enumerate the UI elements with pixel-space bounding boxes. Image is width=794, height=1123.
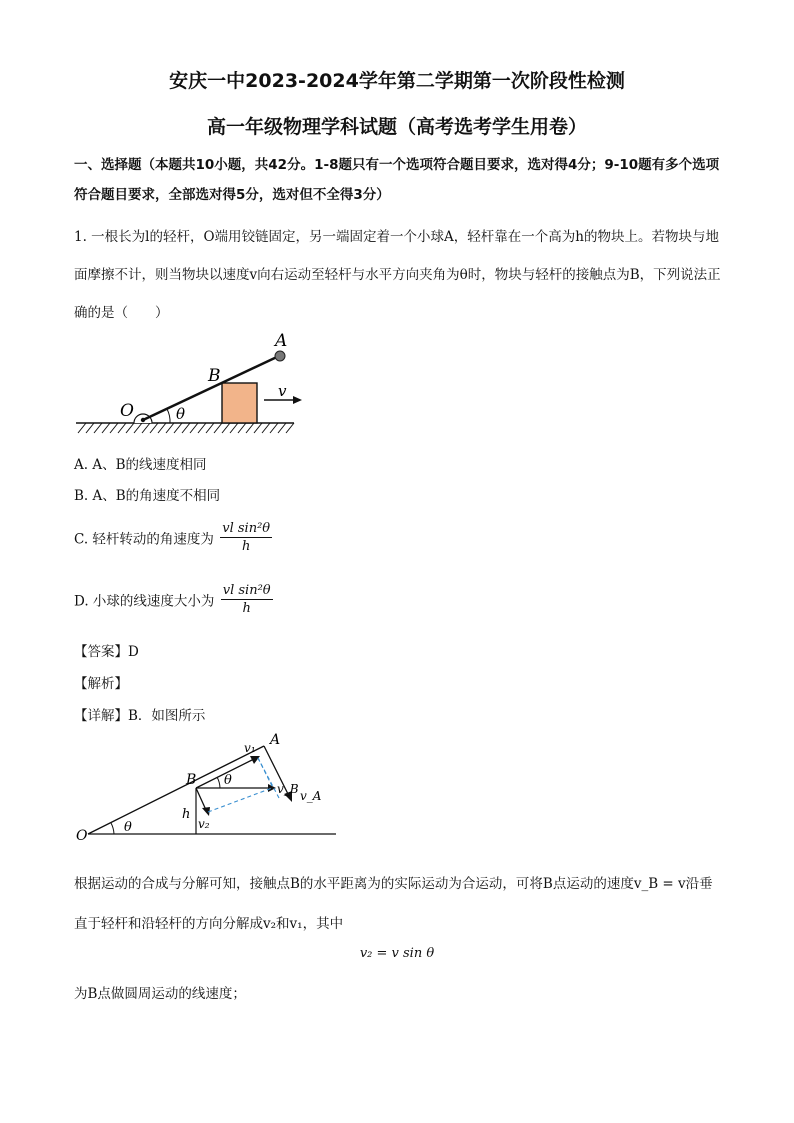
fig2-theta-top: θ <box>224 773 232 788</box>
explanation-paragraph: 根据运动的合成与分解可知，接触点B的水平距离为的实际运动为合运动，可将B点运动的速度v_B = v沿垂直于轻杆和沿轻杆的方向分解成v₂和v₁，其中 <box>74 876 713 932</box>
fig2-label-O: O <box>76 828 88 842</box>
exam-subtitle: 高一年级物理学科试题（高考选考学生用卷） <box>206 116 587 138</box>
fig2-label-B: B <box>186 772 197 788</box>
fig2-label-A: A <box>270 732 281 748</box>
fraction-numerator: vl sin²θ <box>222 583 271 598</box>
v2-arrow <box>196 788 206 810</box>
figure-rod-block <box>70 328 310 440</box>
option-c-label: C. 轻杆转动的角速度为 <box>74 531 214 548</box>
option-d-fraction <box>221 583 273 616</box>
section-heading: 一、选择题（本题共10小题，共42分。1-8题只有一个选项符合题目要求，选对得4分；9-10题有多个选项符合题目要求，全部选对得5分，选对但不全得3分） <box>74 157 720 203</box>
option-c-fraction <box>220 521 272 554</box>
fig2-label-v1: v₁ <box>244 741 256 755</box>
label-B: B <box>208 366 221 386</box>
option-b: B. A、B的角速度不相同 <box>74 488 221 504</box>
velocity-arrowhead <box>293 396 302 404</box>
label-A: A <box>275 331 288 351</box>
exam-title: 安庆一中2023-2024学年第二学期第一次阶段性检测 <box>169 70 625 92</box>
label-theta: θ <box>176 405 186 423</box>
fig2-theta-bottom: θ <box>124 820 132 835</box>
fraction-numerator: vl sin²θ <box>222 521 271 536</box>
question-1-text: 1. 一根长为l的轻杆，O端用铰链固定，另一端固定着一个小球A，轻杆靠在一个高为h的物块上。若物块与地面摩擦不计，则当物块以速度v向右运动至轻杆与水平方向夹角为θ时，物块与轻杆的接触点为B，下列说法正确的是（ ） <box>74 229 721 321</box>
option-a: A. A、B的线速度相同 <box>74 457 207 473</box>
block <box>222 383 257 423</box>
rod-line <box>88 746 264 834</box>
option-d-label: D. 小球的线速度大小为 <box>74 593 215 610</box>
figure-velocity-decomposition <box>74 730 344 842</box>
theta-arc <box>167 409 170 423</box>
analysis-heading: 【解析】 <box>74 676 128 692</box>
theta-arc-top <box>217 777 220 788</box>
label-v: v <box>278 382 287 400</box>
theta-arc-bottom <box>111 823 114 834</box>
fig2-label-v2: v₂ <box>198 817 210 831</box>
option-d <box>74 583 273 616</box>
fig2-label-vA: v_A <box>300 789 322 803</box>
label-O: O <box>120 401 134 421</box>
detail-line: 【详解】B．如图所示 <box>74 708 206 724</box>
fraction-denominator: h <box>242 601 251 616</box>
ball-A <box>275 351 285 361</box>
fig2-label-vB: v_B <box>277 782 299 796</box>
option-c <box>74 521 272 554</box>
formula-v2: v₂ = v sin θ <box>359 946 435 961</box>
fig2-label-h: h <box>182 807 191 822</box>
answer-line: 【答案】D <box>74 644 139 660</box>
explanation-paragraph-2: 为B点做圆周运动的线速度； <box>74 986 246 1002</box>
ground-hatching <box>78 423 294 433</box>
fraction-denominator: h <box>241 539 251 554</box>
